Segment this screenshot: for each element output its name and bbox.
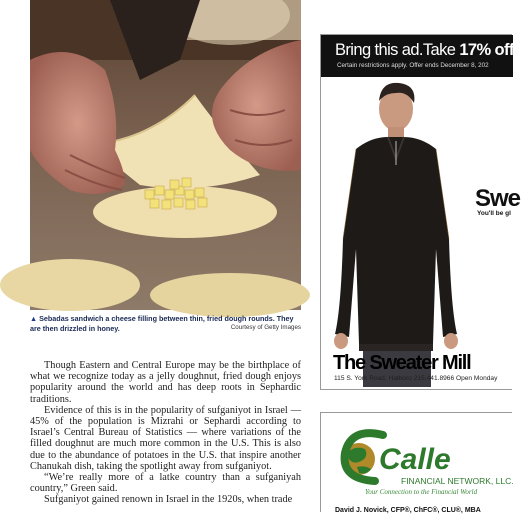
article-body [30, 360, 301, 506]
calle-advisor-name: David J. Novick, CFP®, ChFC®, CLU®, MBA [335, 507, 481, 514]
ad-headline-banner [321, 35, 531, 77]
article-paragraph: Though Eastern and Central Europe may be the birthplace of what we recognize today as a jelly doughnut, fried dough enjoys popularity around the world and has deep roots in Sephardic traditions. [30, 360, 301, 405]
ad-side-tag: You'll be gl [477, 210, 511, 217]
ad-brand-name: The Sweater Mill [333, 352, 471, 374]
calle-tagline: Your Connection to the Financial World [365, 488, 478, 496]
calle-company-line: FINANCIAL NETWORK, LLC. [401, 476, 514, 486]
photo-credit: Courtesy of Getty Images [230, 324, 301, 331]
calle-financial-ad[interactable] [320, 412, 512, 512]
article-paragraph: Evidence of this is in the popularity of sufganiyot in Israel — 45% of the population is Mizrahi or Sephardi according to Israel’s Central Bureau of Statistics — where variations of the filled doughnut are much more common in the U.S. This is also due to the abundance of potatoes in the U.S. that inspire another Chanukah dish, taking the spotlight away from sufganiyot. [30, 404, 301, 472]
article-paragraph: Sufganiyot gained renown in Israel in the 1920s, when trade [44, 494, 293, 506]
ad-side-word: Swe [475, 185, 521, 212]
caption-text: Sebadas sandwich a cheese filling between thin, fried dough rounds. They are then drizzled in honey. [30, 314, 294, 333]
sweater-mill-ad[interactable] [320, 34, 531, 390]
caption-triangle-icon: ▲ [30, 314, 38, 323]
ad-headline: Bring this ad.Take 17% off ar [335, 41, 531, 59]
article-photo [30, 0, 301, 310]
calle-wordmark: Calle [379, 443, 451, 476]
ad-subline: Certain restrictions apply. Offer ends December 8, 202 [337, 62, 489, 69]
model-photo [321, 79, 513, 387]
ad-address: 115 S. York Road, Hatboro 215.441.8966 Open Monday [334, 375, 498, 382]
article-paragraph: “We’re really more of a latke country than a sufganiyah country,” Green said. [30, 472, 301, 495]
